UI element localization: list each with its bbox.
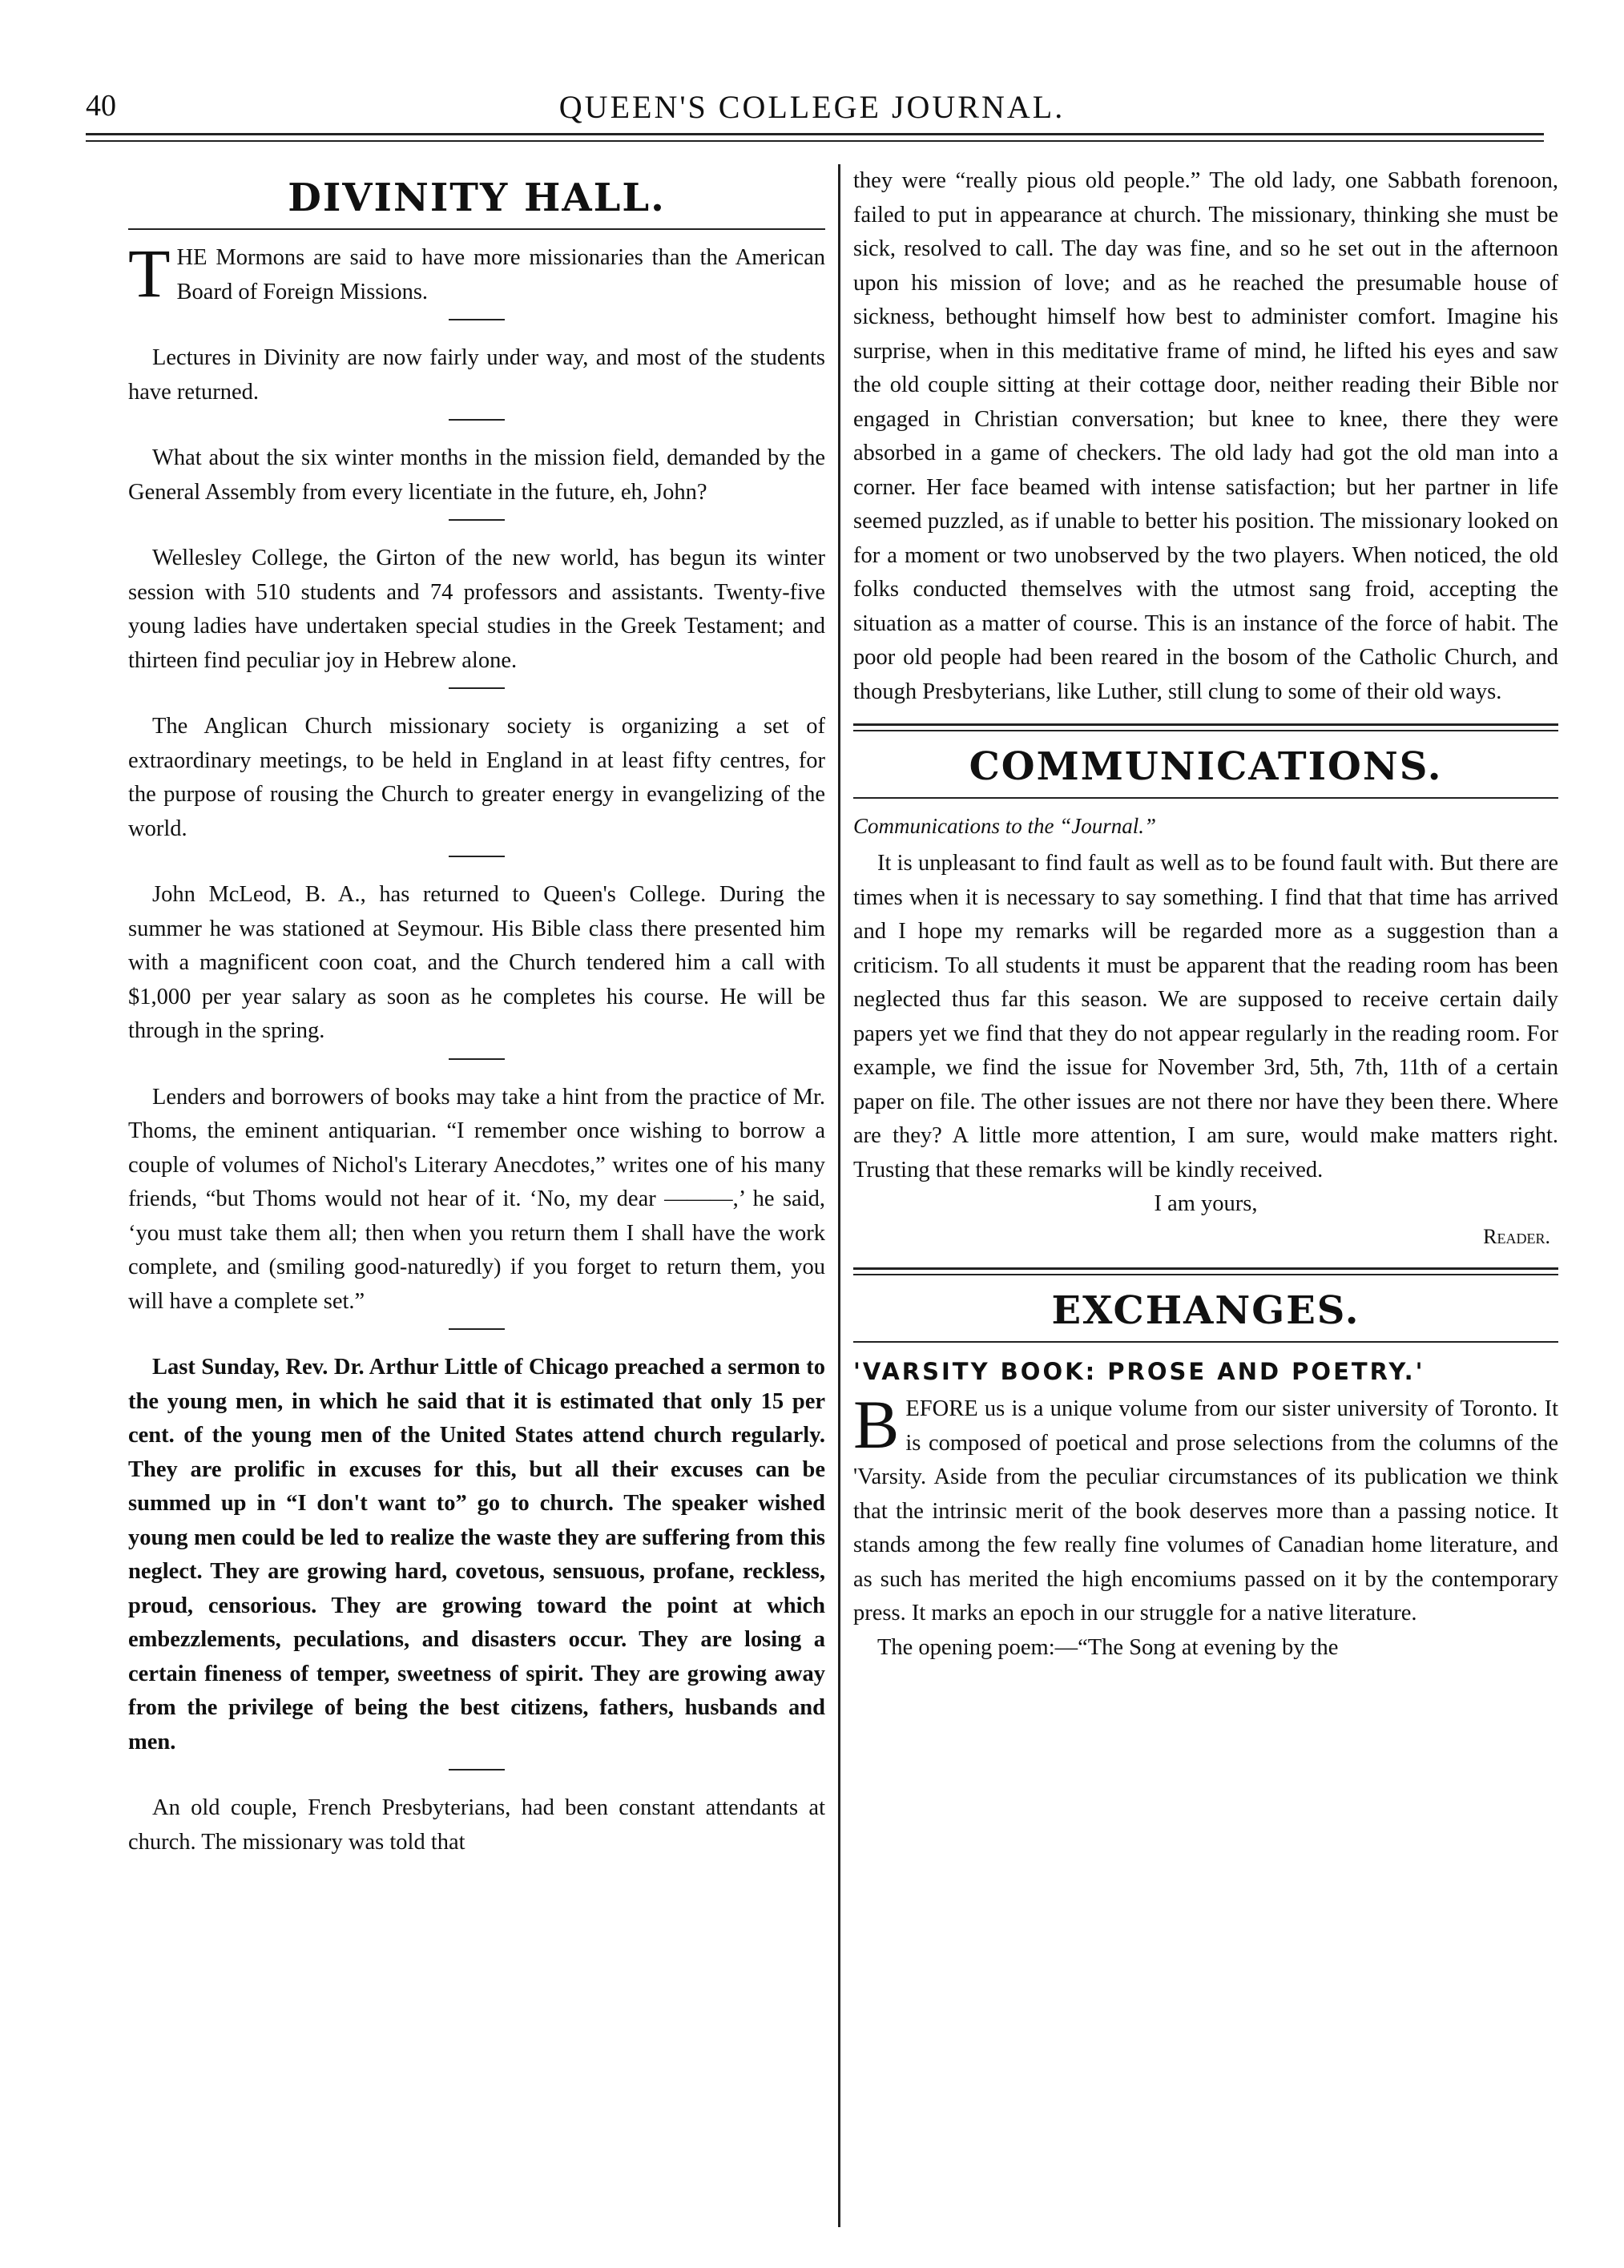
divinity-item-3: What about the six winter months in the mission field, demanded by the General Assembly from every licentiate in the future, eh, John? xyxy=(128,445,825,505)
divinity-hall-title: DIVINITY HALL. xyxy=(288,175,666,220)
item-text: HE Mormons are said to have more missionaries than the American Board of Foreign Missions. xyxy=(176,245,825,304)
communications-subhead: Communications to the “Journal.” xyxy=(853,814,1157,838)
running-head: QUEEN'S COLLEGE JOURNAL. xyxy=(558,89,1066,125)
divinity-item-2: Lectures in Divinity are now fairly under way, and most of the students have returned. xyxy=(128,345,825,405)
separator xyxy=(449,519,505,521)
title-rule xyxy=(853,1341,1558,1343)
divinity-item-4: Wellesley College, the Girton of the new world, has begun its winter session with 510 students and 74 professors and assistants. Twenty-five young ladies have undertaken special studies in the Greek Testament; and thirteen find peculiar joy in Hebrew alone. xyxy=(128,546,825,673)
exchanges-subhead: 'VARSITY BOOK: PROSE AND POETRY.' xyxy=(853,1358,1425,1385)
exchanges-title: EXCHANGES. xyxy=(1051,1288,1360,1333)
separator xyxy=(449,1769,505,1770)
separator xyxy=(449,856,505,857)
divinity-continuation: they were “really pious old people.” The old lady, one Sabbath forenoon, failed to put in appearance at church. The missionary, thinking she must be sick, resolved to call. The day was fine, and so he set out in the afternoon upon his mission of love; and as he reached the presumable house of sickness, bethought himself how best to administer comfort. Imagine his surprise, when in this meditative frame of mind, he lifted his eyes and saw the old couple sitting at their cottage door, neither reading their Bible nor engaged in Christian conversation; but knee to knee, there they were absorbed in a game of checkers. The old lady had got the old man into a corner. Her face beamed with intense satisfaction; but her partner in life seemed puzzled, as if unable to better his position. The missionary looked on for a moment or two unobserved by the two players. When noticed, the old folks conducted themselves with the utmost sang froid, accepting the situation as a matter of course. This is an instance of the force of habit. The poor old people had been reared in the bosom of the Catholic Church, and though Presbyterians, like Luther, still clung to some of their old ways. xyxy=(853,168,1558,704)
section-double-rule xyxy=(853,723,1558,731)
exchanges-last-line: The opening poem:—“The Song at evening by the xyxy=(877,1634,1339,1660)
dropcap: T xyxy=(128,235,171,312)
separator xyxy=(449,419,505,421)
divinity-item-7: Lenders and borrowers of books may take a hint from the practice of Mr. Thoms, the eminent antiquarian. “I remember once wishing to borrow a couple of volumes of Nichol's Literary Anecdotes,” writes one of his many friends, “but Thoms would not hear of it. ‘No, my dear ———,’ he said, ‘you must take them all; then when you return them I shall have the work complete, and (smiling good-naturedly) if you forget to return them, you will have a complete set.” xyxy=(128,1084,825,1314)
exchanges-text: EFORE us is a unique volume from our sister university of Toronto. It is composed of poetical and prose selections from the columns of the 'Varsity. Aside from the peculiar circumstances of its publication we think that the intrinsic merit of the book deserves more than a passing notice. It stands among the few really fine volumes of Canadian home literature, and as such has merited the high encomiums passed on it by the contemporary press. It marks an epoch in our struggle for a native literature. xyxy=(853,1396,1558,1625)
title-rule xyxy=(128,228,825,230)
section-double-rule xyxy=(853,1267,1558,1275)
communications-closing: I am yours, xyxy=(1154,1191,1258,1216)
title-rule xyxy=(853,797,1558,799)
separator xyxy=(449,319,505,320)
divinity-item-8: Last Sunday, Rev. Dr. Arthur Little of Chicago preached a sermon to the young men, in which he said that it is estimated that only 15 per cent. of the young men of the United States attend church regularly. They are prolific in excuses for this, but all their excuses can be summed up in “I don't want to” go to church. The speaker wished young men could be led to realize the waste they are suffering from this neglect. They are growing hard, covetous, sensuous, profane, reckless, proud, censorious. They are growing toward the point at which embezzlements, peculations, and disasters occur. They are losing a certain fineness of temper, sweetness of spirit. They are growing away from the privilege of being the best citizens, fathers, husbands and men. xyxy=(128,1355,825,1754)
divinity-item-6: John McLeod, B. A., has returned to Queen's College. During the summer he was stationed at Seymour. His Bible class there presented him with a magnificent coon coat, and the Church tendered him a call with $1,000 per year salary as soon as he completes his course. He will be through in the spring. xyxy=(128,882,825,1043)
divinity-item-9: An old couple, French Presbyterians, had been constant attendants at church. The missionary was told that xyxy=(128,1795,825,1855)
header-rule-top xyxy=(86,133,1544,135)
column-divider xyxy=(838,164,840,2227)
header-rule-bottom xyxy=(86,140,1544,142)
left-column xyxy=(128,164,825,2223)
divinity-item-1 xyxy=(128,235,825,312)
separator xyxy=(449,1058,505,1060)
right-column xyxy=(853,164,1558,2223)
exchanges-body xyxy=(853,1386,1558,1631)
communications-body: It is unpleasant to find fault as well as to be found fault with. But there are times when it is necessary to say something. I find that that time has arrived and I hope my remarks will be regarded more as a suggestion than a criticism. To all students it must be apparent that the reading room has been neglected thus far this season. We are supposed to receive certain daily papers yet we find that they do not appear regularly in the reading room. For example, we find the issue for November 3rd, 5th, 7th, 11th of a certain paper on file. The other issues are not there nor have they been there. Where are they? A little more attention, I am sure, would make matters right. Trusting that these remarks will be kindly received. xyxy=(853,851,1558,1182)
dropcap: B xyxy=(853,1386,900,1463)
separator xyxy=(449,687,505,689)
divinity-item-5: The Anglican Church missionary society is organizing a set of extraordinary meetings, to be held in England in at least fifty centres, for the purpose of rousing the Church to greater energy in evangelizing of the world. xyxy=(128,714,825,841)
communications-signature: Reader. xyxy=(1483,1225,1550,1248)
separator xyxy=(449,1328,505,1330)
communications-title: COMMUNICATIONS. xyxy=(969,744,1443,789)
page-number: 40 xyxy=(86,89,116,123)
